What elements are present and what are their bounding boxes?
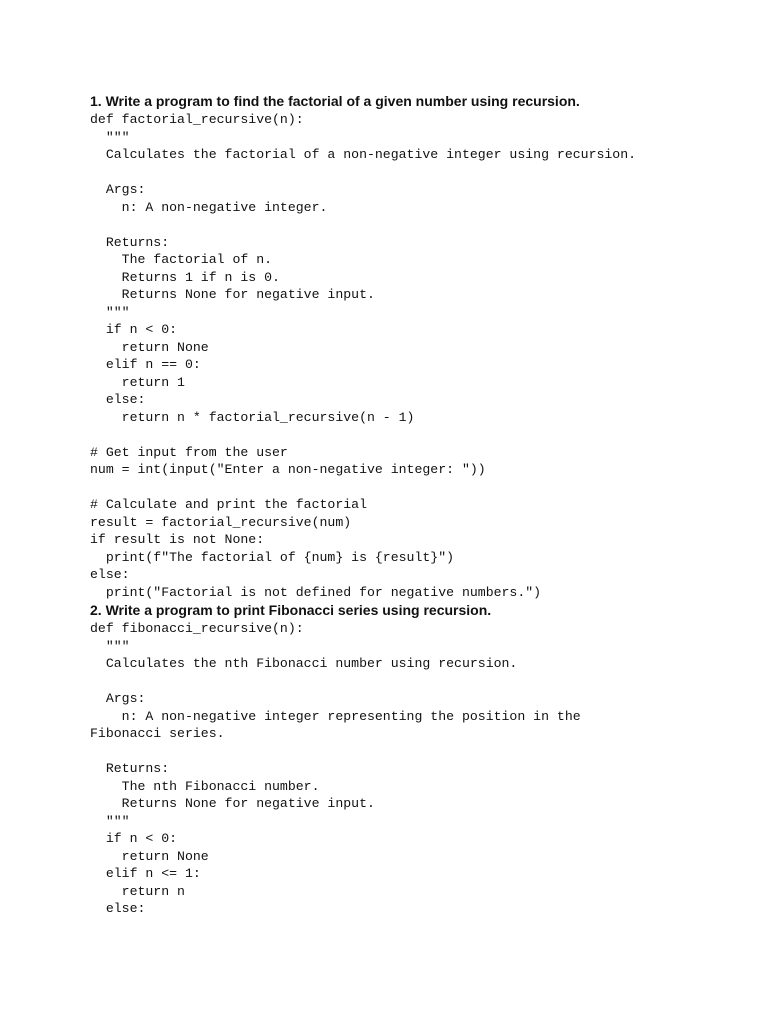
code-line: """ xyxy=(90,813,130,829)
code-line xyxy=(90,426,750,444)
code-line: result = factorial_recursive(num) xyxy=(90,514,352,530)
code-line: The nth Fibonacci number. xyxy=(90,778,320,794)
code-line xyxy=(90,673,750,691)
code-line: """ xyxy=(90,638,130,654)
code-line: num = int(input("Enter a non-negative integer: ")) xyxy=(90,462,486,477)
code-line: elif n <= 1: xyxy=(90,866,201,881)
code-line: return 1 xyxy=(90,374,185,390)
code-line: The factorial of n. xyxy=(90,252,273,267)
code-line: Returns: xyxy=(90,761,170,776)
code-line: print(f"The factorial of {num} is {result}") xyxy=(90,549,455,565)
code-line: """ xyxy=(90,304,130,320)
code-line: print("Factorial is not defined for negative numbers.") xyxy=(90,584,542,600)
code-line: Fibonacci series. xyxy=(90,726,225,741)
code-line: if n < 0: xyxy=(90,322,178,337)
code-line: return n xyxy=(90,883,185,899)
code-block xyxy=(90,620,750,918)
code-line xyxy=(90,479,750,497)
code-line: Returns: xyxy=(90,234,170,250)
code-line: if result is not None: xyxy=(90,532,265,547)
section-fibonacci xyxy=(90,601,750,918)
section-heading: 2. Write a program to print Fibonacci series using recursion. xyxy=(90,602,492,618)
code-line: else: xyxy=(90,567,130,582)
document-page xyxy=(90,92,750,918)
code-line: return None xyxy=(90,339,209,355)
code-line: else: xyxy=(90,901,146,916)
code-line: def fibonacci_recursive(n): xyxy=(90,621,304,636)
code-line: Calculates the factorial of a non-negative integer using recursion. xyxy=(90,147,637,162)
code-line: Calculates the nth Fibonacci number using recursion. xyxy=(90,656,518,671)
code-line: else: xyxy=(90,392,146,407)
code-line: # Calculate and print the factorial xyxy=(90,497,367,512)
code-line xyxy=(90,216,750,234)
section-heading: 1. Write a program to find the factorial of a given number using recursion. xyxy=(90,93,580,109)
code-line: Returns None for negative input. xyxy=(90,287,375,302)
code-line: """ xyxy=(90,129,130,145)
code-line: Returns 1 if n is 0. xyxy=(90,269,280,285)
code-line: n: A non-negative integer. xyxy=(90,199,328,215)
code-block xyxy=(90,111,750,601)
code-line: def factorial_recursive(n): xyxy=(90,112,304,127)
section-factorial xyxy=(90,92,750,601)
code-line: if n < 0: xyxy=(90,831,178,846)
code-line: Returns None for negative input. xyxy=(90,796,375,811)
code-line: elif n == 0: xyxy=(90,357,201,372)
code-line: n: A non-negative integer representing the position in the xyxy=(90,708,581,724)
code-line xyxy=(90,743,750,761)
code-line: # Get input from the user xyxy=(90,444,288,460)
code-line: return None xyxy=(90,848,209,864)
code-line: Args: xyxy=(90,691,146,706)
code-line: Args: xyxy=(90,182,146,197)
code-line: return n * factorial_recursive(n - 1) xyxy=(90,409,415,425)
code-line xyxy=(90,164,750,182)
